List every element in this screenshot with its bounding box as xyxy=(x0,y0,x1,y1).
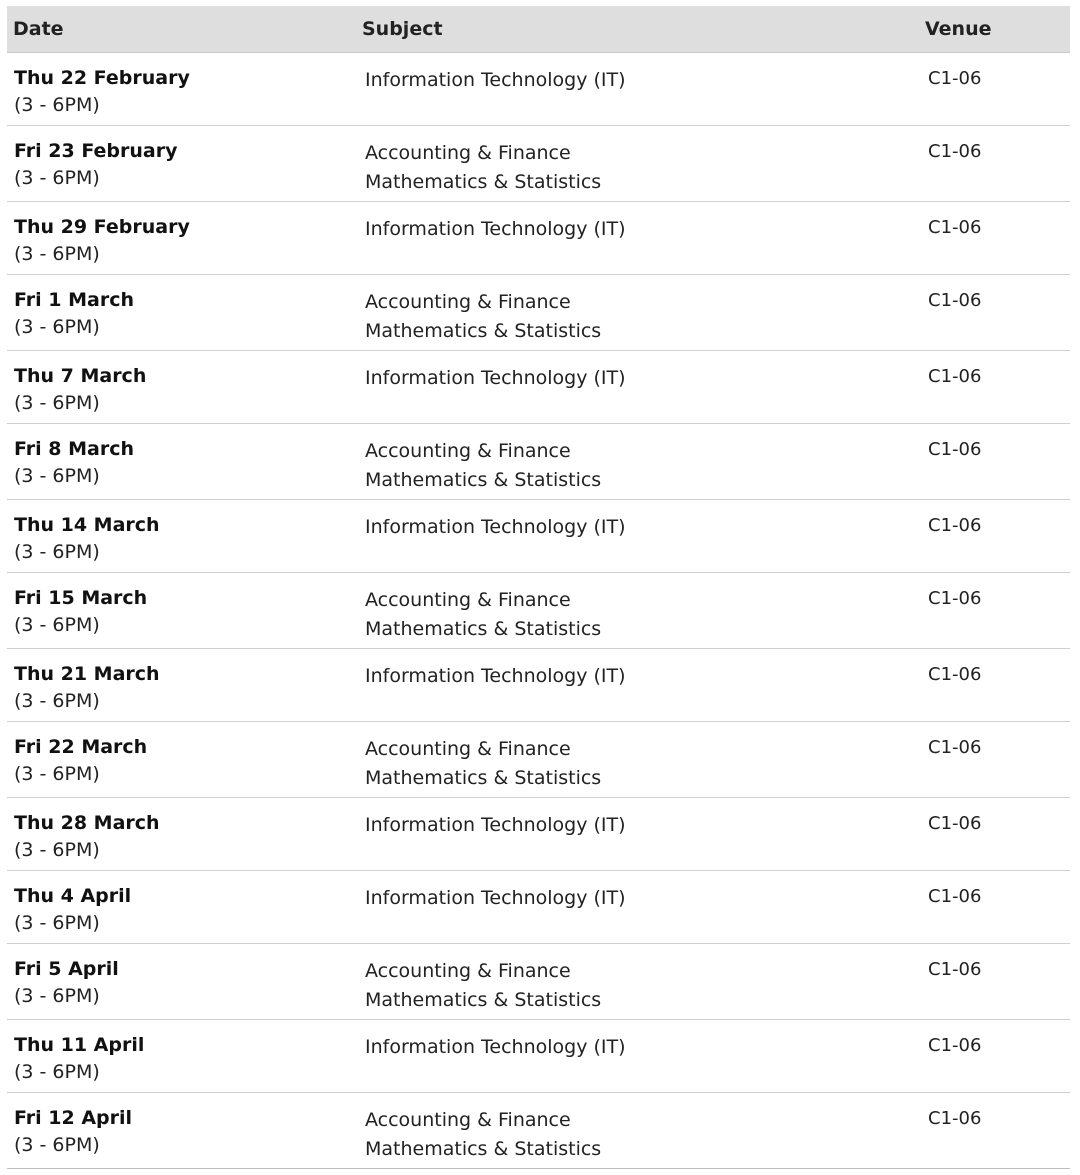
table-row xyxy=(7,1020,1070,1093)
venue-cell: C1-06 xyxy=(928,1108,982,1129)
subject-name: Accounting & Finance xyxy=(365,738,571,760)
date-cell xyxy=(14,585,147,639)
venue-cell: C1-06 xyxy=(928,217,982,238)
subject-name: Information Technology (IT) xyxy=(365,218,626,240)
subject-name: Accounting & Finance xyxy=(365,440,571,462)
venue-cell: C1-06 xyxy=(928,813,982,834)
date-cell xyxy=(14,214,190,268)
date-cell xyxy=(14,1105,132,1159)
venue-cell: C1-06 xyxy=(928,588,982,609)
session-time: (3 - 6PM) xyxy=(14,392,100,414)
session-day: Fri 8 March xyxy=(14,438,134,460)
table-body xyxy=(7,53,1070,1169)
session-day: Thu 14 March xyxy=(14,514,160,536)
subject-name: Accounting & Finance xyxy=(365,291,571,313)
subject-name: Information Technology (IT) xyxy=(365,516,626,538)
table-row xyxy=(7,871,1070,944)
subject-cell xyxy=(365,811,626,840)
session-time: (3 - 6PM) xyxy=(14,465,100,487)
date-cell xyxy=(14,883,131,937)
subject-name: Mathematics & Statistics xyxy=(365,618,602,640)
venue-cell: C1-06 xyxy=(928,366,982,387)
session-day: Thu 21 March xyxy=(14,663,160,685)
table-header xyxy=(7,6,1070,53)
date-cell xyxy=(14,512,160,566)
session-time: (3 - 6PM) xyxy=(14,94,100,116)
session-time: (3 - 6PM) xyxy=(14,690,100,712)
session-day: Thu 7 March xyxy=(14,365,147,387)
subject-name: Mathematics & Statistics xyxy=(365,320,602,342)
subject-name: Mathematics & Statistics xyxy=(365,767,602,789)
subject-cell xyxy=(365,215,626,244)
session-day: Thu 11 April xyxy=(14,1034,145,1056)
table-row xyxy=(7,1093,1070,1169)
subject-cell xyxy=(365,139,601,197)
subject-name: Accounting & Finance xyxy=(365,142,571,164)
session-time: (3 - 6PM) xyxy=(14,1134,100,1156)
session-time: (3 - 6PM) xyxy=(14,614,100,636)
header-venue: Venue xyxy=(925,18,992,40)
header-date: Date xyxy=(13,18,64,40)
session-time: (3 - 6PM) xyxy=(14,763,100,785)
subject-name: Accounting & Finance xyxy=(365,589,571,611)
subject-cell xyxy=(365,513,626,542)
venue-cell: C1-06 xyxy=(928,664,982,685)
session-time: (3 - 6PM) xyxy=(14,839,100,861)
subject-cell xyxy=(365,66,626,95)
subject-cell xyxy=(365,662,626,691)
subject-name: Mathematics & Statistics xyxy=(365,1138,602,1160)
subject-cell xyxy=(365,957,601,1015)
session-day: Thu 29 February xyxy=(14,216,190,238)
subject-name: Mathematics & Statistics xyxy=(365,171,602,193)
venue-cell: C1-06 xyxy=(928,439,982,460)
table-row xyxy=(7,500,1070,573)
session-time: (3 - 6PM) xyxy=(14,1061,100,1083)
venue-cell: C1-06 xyxy=(928,290,982,311)
subject-name: Information Technology (IT) xyxy=(365,814,626,836)
subject-cell xyxy=(365,1033,626,1062)
table-row xyxy=(7,573,1070,649)
date-cell xyxy=(14,138,178,192)
session-day: Thu 22 February xyxy=(14,67,190,89)
table-row xyxy=(7,275,1070,351)
date-cell xyxy=(14,956,119,1010)
session-day: Thu 4 April xyxy=(14,885,132,907)
subject-cell xyxy=(365,364,626,393)
subject-name: Accounting & Finance xyxy=(365,1109,571,1131)
session-day: Fri 15 March xyxy=(14,587,148,609)
session-day: Fri 22 March xyxy=(14,736,148,758)
table-row xyxy=(7,798,1070,871)
header-subject: Subject xyxy=(362,18,443,40)
subject-name: Mathematics & Statistics xyxy=(365,989,602,1011)
session-time: (3 - 6PM) xyxy=(14,912,100,934)
table-row xyxy=(7,53,1070,126)
date-cell xyxy=(14,363,146,417)
subject-cell xyxy=(365,288,601,346)
table-row xyxy=(7,424,1070,500)
table-row xyxy=(7,722,1070,798)
subject-name: Mathematics & Statistics xyxy=(365,469,602,491)
subject-cell xyxy=(365,884,626,913)
session-time: (3 - 6PM) xyxy=(14,316,100,338)
date-cell xyxy=(14,810,160,864)
subject-name: Information Technology (IT) xyxy=(365,69,626,91)
venue-cell: C1-06 xyxy=(928,1035,982,1056)
date-cell xyxy=(14,734,147,788)
date-cell xyxy=(14,65,190,119)
date-cell xyxy=(14,287,134,341)
subject-name: Information Technology (IT) xyxy=(365,665,626,687)
subject-name: Information Technology (IT) xyxy=(365,887,626,909)
session-time: (3 - 6PM) xyxy=(14,985,100,1007)
session-time: (3 - 6PM) xyxy=(14,243,100,265)
subject-name: Accounting & Finance xyxy=(365,960,571,982)
session-day: Fri 1 March xyxy=(14,289,134,311)
table-row xyxy=(7,351,1070,424)
subject-name: Information Technology (IT) xyxy=(365,367,626,389)
subject-cell xyxy=(365,437,601,495)
schedule-table xyxy=(7,6,1070,1169)
venue-cell: C1-06 xyxy=(928,68,982,89)
session-day: Fri 23 February xyxy=(14,140,178,162)
session-day: Fri 5 April xyxy=(14,958,119,980)
table-row xyxy=(7,649,1070,722)
subject-cell xyxy=(365,735,601,793)
subject-cell xyxy=(365,586,601,644)
venue-cell: C1-06 xyxy=(928,959,982,980)
date-cell xyxy=(14,1032,144,1086)
date-cell xyxy=(14,661,160,715)
subject-cell xyxy=(365,1106,601,1164)
venue-cell: C1-06 xyxy=(928,141,982,162)
session-time: (3 - 6PM) xyxy=(14,167,100,189)
table-row xyxy=(7,944,1070,1020)
table-row xyxy=(7,202,1070,275)
table-row xyxy=(7,126,1070,202)
date-cell xyxy=(14,436,134,490)
session-day: Thu 28 March xyxy=(14,812,160,834)
session-day: Fri 12 April xyxy=(14,1107,133,1129)
venue-cell: C1-06 xyxy=(928,886,982,907)
subject-name: Information Technology (IT) xyxy=(365,1036,626,1058)
venue-cell: C1-06 xyxy=(928,737,982,758)
venue-cell: C1-06 xyxy=(928,515,982,536)
session-time: (3 - 6PM) xyxy=(14,541,100,563)
